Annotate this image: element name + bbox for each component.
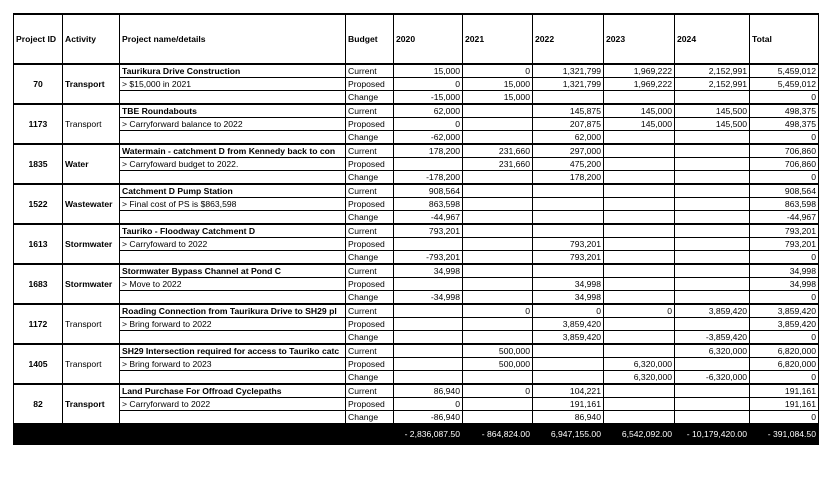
table-row: [14, 251, 819, 265]
table-row: [14, 344, 819, 358]
value-cell: [604, 344, 675, 358]
project-detail-cell: > $15,000 in 2021: [120, 78, 346, 91]
value-cell: [533, 358, 604, 371]
value-cell: [604, 198, 675, 211]
value-cell: [533, 211, 604, 225]
value-cell: [463, 211, 533, 225]
project-detail-cell: > Carryfoward budget to 2022.: [120, 158, 346, 171]
value-cell: 0: [750, 371, 819, 385]
value-cell: [675, 238, 750, 251]
value-cell: [675, 318, 750, 331]
value-cell: [533, 184, 604, 198]
value-cell: 1,321,799: [533, 64, 604, 78]
value-cell: [533, 371, 604, 385]
value-cell: 475,200: [533, 158, 604, 171]
value-cell: 1,969,222: [604, 64, 675, 78]
table-row: [14, 371, 819, 385]
value-cell: [604, 384, 675, 398]
value-cell: 191,161: [750, 398, 819, 411]
table-row: [14, 318, 819, 331]
table-row: [14, 78, 819, 91]
empty-cell: [120, 211, 346, 225]
budget-type-cell: Change: [346, 131, 394, 145]
empty-cell: [120, 131, 346, 145]
activity-cell: Transport: [63, 384, 120, 424]
table-row: [14, 278, 819, 291]
empty-cell: [120, 411, 346, 424]
value-cell: [463, 118, 533, 131]
project-detail-cell: > Carryforward balance to 2022: [120, 118, 346, 131]
value-cell: -178,200: [394, 171, 463, 185]
value-cell: [604, 158, 675, 171]
table-row: [14, 158, 819, 171]
value-cell: [463, 264, 533, 278]
value-cell: 34,998: [533, 278, 604, 291]
budget-type-cell: Change: [346, 211, 394, 225]
header-budget: Budget: [346, 14, 394, 64]
header-row: [14, 14, 819, 64]
table-row: [14, 331, 819, 345]
header-2023: 2023: [604, 14, 675, 64]
table-row: [14, 398, 819, 411]
value-cell: 0: [463, 64, 533, 78]
value-cell: [463, 278, 533, 291]
value-cell: 15,000: [463, 78, 533, 91]
table-row: [14, 304, 819, 318]
value-cell: 145,000: [604, 104, 675, 118]
value-cell: [394, 344, 463, 358]
value-cell: 3,859,420: [675, 304, 750, 318]
value-cell: 15,000: [394, 64, 463, 78]
value-cell: [604, 131, 675, 145]
value-cell: 1,321,799: [533, 78, 604, 91]
value-cell: 86,940: [533, 411, 604, 424]
budget-type-cell: Proposed: [346, 118, 394, 131]
total-value-cell: - 2,836,087.50: [394, 424, 463, 445]
budget-type-cell: Change: [346, 91, 394, 105]
budget-type-cell: Current: [346, 384, 394, 398]
value-cell: 0: [463, 384, 533, 398]
header-2020: 2020: [394, 14, 463, 64]
project-name-cell: Catchment D Pump Station: [120, 184, 346, 198]
empty-cell: [120, 91, 346, 105]
value-cell: 34,998: [750, 278, 819, 291]
value-cell: [675, 224, 750, 238]
value-cell: 0: [394, 398, 463, 411]
value-cell: 145,500: [675, 118, 750, 131]
budget-type-cell: Proposed: [346, 238, 394, 251]
total-value-cell: 6,947,155.00: [533, 424, 604, 445]
value-cell: 62,000: [533, 131, 604, 145]
activity-cell: Transport: [63, 104, 120, 144]
value-cell: 34,998: [533, 291, 604, 305]
value-cell: 0: [750, 331, 819, 345]
value-cell: [675, 278, 750, 291]
value-cell: [604, 171, 675, 185]
budget-type-cell: Proposed: [346, 158, 394, 171]
value-cell: 207,875: [533, 118, 604, 131]
project-name-cell: Roading Connection from Taurikura Drive to SH29 pl: [120, 304, 346, 318]
table-row: [14, 211, 819, 225]
header-total: Total: [750, 14, 819, 64]
project-name-cell: Land Purchase For Offroad Cyclepaths: [120, 384, 346, 398]
value-cell: [394, 278, 463, 291]
value-cell: 145,500: [675, 104, 750, 118]
value-cell: 498,375: [750, 104, 819, 118]
budget-type-cell: Current: [346, 304, 394, 318]
value-cell: 297,000: [533, 144, 604, 158]
value-cell: 793,201: [750, 238, 819, 251]
value-cell: 104,221: [533, 384, 604, 398]
value-cell: 62,000: [394, 104, 463, 118]
empty-cell: [120, 371, 346, 385]
budget-type-cell: Change: [346, 291, 394, 305]
value-cell: 6,320,000: [604, 358, 675, 371]
empty-cell: [120, 291, 346, 305]
value-cell: 191,161: [533, 398, 604, 411]
value-cell: [394, 331, 463, 345]
value-cell: 1,969,222: [604, 78, 675, 91]
project-id-cell: 70: [14, 64, 63, 104]
value-cell: [604, 411, 675, 424]
budget-type-cell: Current: [346, 144, 394, 158]
header-2022: 2022: [533, 14, 604, 64]
value-cell: 2,152,991: [675, 78, 750, 91]
value-cell: 6,320,000: [604, 371, 675, 385]
value-cell: [604, 184, 675, 198]
value-cell: 145,000: [604, 118, 675, 131]
value-cell: [604, 251, 675, 265]
value-cell: [463, 318, 533, 331]
value-cell: [394, 318, 463, 331]
value-cell: [675, 171, 750, 185]
value-cell: 178,200: [533, 171, 604, 185]
value-cell: 793,201: [394, 224, 463, 238]
budget-type-cell: Change: [346, 411, 394, 424]
value-cell: [463, 131, 533, 145]
budget-type-cell: Change: [346, 251, 394, 265]
value-cell: [675, 158, 750, 171]
value-cell: [394, 371, 463, 385]
project-detail-cell: > Final cost of PS is $863,598: [120, 198, 346, 211]
activity-cell: Transport: [63, 344, 120, 384]
value-cell: 0: [750, 251, 819, 265]
value-cell: 0: [463, 304, 533, 318]
value-cell: [394, 238, 463, 251]
project-name-cell: TBE Roundabouts: [120, 104, 346, 118]
table-row: [14, 291, 819, 305]
value-cell: 231,660: [463, 144, 533, 158]
activity-cell: Transport: [63, 64, 120, 104]
project-name-cell: Stormwater Bypass Channel at Pond C: [120, 264, 346, 278]
value-cell: [675, 91, 750, 105]
header-project-id: Project ID: [14, 14, 63, 64]
value-cell: 15,000: [463, 91, 533, 105]
budget-type-cell: Current: [346, 64, 394, 78]
total-value-cell: 6,542,092.00: [604, 424, 675, 445]
value-cell: 793,201: [750, 224, 819, 238]
project-id-cell: 1172: [14, 304, 63, 344]
project-detail-cell: > Bring forward to 2022: [120, 318, 346, 331]
value-cell: 231,660: [463, 158, 533, 171]
value-cell: [463, 184, 533, 198]
value-cell: -15,000: [394, 91, 463, 105]
header-2024: 2024: [675, 14, 750, 64]
value-cell: [533, 344, 604, 358]
budget-type-cell: Proposed: [346, 358, 394, 371]
value-cell: [533, 264, 604, 278]
value-cell: 498,375: [750, 118, 819, 131]
table-row: [14, 144, 819, 158]
value-cell: [675, 398, 750, 411]
budget-type-cell: Current: [346, 344, 394, 358]
project-id-cell: 1683: [14, 264, 63, 304]
table-row: [14, 384, 819, 398]
value-cell: -34,998: [394, 291, 463, 305]
value-cell: 6,320,000: [675, 344, 750, 358]
budget-type-cell: Proposed: [346, 318, 394, 331]
value-cell: 0: [604, 304, 675, 318]
table-body: [14, 64, 819, 445]
value-cell: 34,998: [394, 264, 463, 278]
value-cell: [604, 144, 675, 158]
value-cell: [675, 198, 750, 211]
value-cell: [463, 198, 533, 211]
value-cell: 0: [750, 91, 819, 105]
table-row: [14, 131, 819, 145]
value-cell: [463, 238, 533, 251]
empty-cell: [120, 331, 346, 345]
project-id-cell: 1405: [14, 344, 63, 384]
total-value-cell: - 391,084.50: [750, 424, 819, 445]
table-row: [14, 104, 819, 118]
value-cell: 0: [394, 118, 463, 131]
value-cell: [463, 104, 533, 118]
totals-row: [14, 424, 819, 445]
value-cell: [604, 331, 675, 345]
value-cell: 5,459,012: [750, 78, 819, 91]
budget-table-wrapper: [13, 13, 819, 445]
value-cell: [533, 91, 604, 105]
value-cell: [604, 91, 675, 105]
table-row: [14, 91, 819, 105]
value-cell: [675, 211, 750, 225]
table-row: [14, 264, 819, 278]
activity-cell: Wastewater: [63, 184, 120, 224]
value-cell: [604, 398, 675, 411]
budget-type-cell: Change: [346, 171, 394, 185]
value-cell: [463, 411, 533, 424]
project-name-cell: SH29 Intersection required for access to Tauriko catc: [120, 344, 346, 358]
value-cell: 6,820,000: [750, 344, 819, 358]
value-cell: 793,201: [533, 251, 604, 265]
value-cell: [675, 131, 750, 145]
value-cell: 5,459,012: [750, 64, 819, 78]
table-row: [14, 184, 819, 198]
total-value-cell: - 10,179,420.00: [675, 424, 750, 445]
value-cell: 500,000: [463, 358, 533, 371]
value-cell: [463, 291, 533, 305]
value-cell: 191,161: [750, 384, 819, 398]
table-row: [14, 198, 819, 211]
header-2021: 2021: [463, 14, 533, 64]
value-cell: 0: [750, 131, 819, 145]
value-cell: 0: [750, 171, 819, 185]
value-cell: [675, 184, 750, 198]
value-cell: [675, 291, 750, 305]
activity-cell: Stormwater: [63, 224, 120, 264]
value-cell: -3,859,420: [675, 331, 750, 345]
value-cell: [675, 411, 750, 424]
project-detail-cell: > Carryfoward to 2022: [120, 238, 346, 251]
table-row: [14, 171, 819, 185]
budget-type-cell: Proposed: [346, 198, 394, 211]
value-cell: 86,940: [394, 384, 463, 398]
value-cell: 3,859,420: [533, 331, 604, 345]
table-row: [14, 238, 819, 251]
value-cell: [394, 358, 463, 371]
value-cell: [463, 224, 533, 238]
budget-type-cell: Proposed: [346, 78, 394, 91]
value-cell: [604, 211, 675, 225]
value-cell: 145,875: [533, 104, 604, 118]
project-name-cell: Tauriko - Floodway Catchment D: [120, 224, 346, 238]
project-name-cell: Watermain - catchment D from Kennedy back to con: [120, 144, 346, 158]
project-id-cell: 82: [14, 384, 63, 424]
value-cell: [675, 384, 750, 398]
value-cell: 3,859,420: [533, 318, 604, 331]
value-cell: 2,152,991: [675, 64, 750, 78]
total-value-cell: - 864,824.00: [463, 424, 533, 445]
table-row: [14, 411, 819, 424]
table-row: [14, 118, 819, 131]
table-row: [14, 224, 819, 238]
value-cell: [604, 291, 675, 305]
value-cell: 0: [750, 291, 819, 305]
value-cell: [604, 264, 675, 278]
activity-cell: Water: [63, 144, 120, 184]
budget-type-cell: Change: [346, 331, 394, 345]
budget-type-cell: Current: [346, 264, 394, 278]
header-activity: Activity: [63, 14, 120, 64]
project-id-cell: 1522: [14, 184, 63, 224]
value-cell: 34,998: [750, 264, 819, 278]
value-cell: [675, 358, 750, 371]
project-id-cell: 1173: [14, 104, 63, 144]
value-cell: [675, 144, 750, 158]
project-name-cell: Taurikura Drive Construction: [120, 64, 346, 78]
value-cell: 0: [750, 411, 819, 424]
value-cell: 908,564: [394, 184, 463, 198]
value-cell: -6,320,000: [675, 371, 750, 385]
value-cell: 863,598: [394, 198, 463, 211]
value-cell: -44,967: [394, 211, 463, 225]
value-cell: [533, 224, 604, 238]
value-cell: [604, 238, 675, 251]
value-cell: -793,201: [394, 251, 463, 265]
value-cell: 0: [394, 78, 463, 91]
value-cell: [463, 171, 533, 185]
budget-type-cell: Current: [346, 104, 394, 118]
value-cell: 908,564: [750, 184, 819, 198]
header-project-name: Project name/details: [120, 14, 346, 64]
activity-cell: Stormwater: [63, 264, 120, 304]
value-cell: 3,859,420: [750, 304, 819, 318]
budget-type-cell: Current: [346, 184, 394, 198]
budget-type-cell: Change: [346, 371, 394, 385]
value-cell: 793,201: [533, 238, 604, 251]
value-cell: -44,967: [750, 211, 819, 225]
project-detail-cell: > Move to 2022: [120, 278, 346, 291]
value-cell: [604, 224, 675, 238]
totals-blank-cell: [14, 424, 394, 445]
value-cell: [463, 251, 533, 265]
value-cell: [604, 318, 675, 331]
empty-cell: [120, 251, 346, 265]
budget-table: [13, 13, 819, 445]
project-id-cell: 1835: [14, 144, 63, 184]
value-cell: 3,859,420: [750, 318, 819, 331]
project-detail-cell: > Bring forward to 2023: [120, 358, 346, 371]
budget-type-cell: Current: [346, 224, 394, 238]
project-id-cell: 1613: [14, 224, 63, 264]
value-cell: [533, 198, 604, 211]
value-cell: [394, 158, 463, 171]
project-detail-cell: > Carryforward to 2022: [120, 398, 346, 411]
budget-type-cell: Proposed: [346, 398, 394, 411]
value-cell: 0: [533, 304, 604, 318]
value-cell: -86,940: [394, 411, 463, 424]
value-cell: [604, 278, 675, 291]
value-cell: -62,000: [394, 131, 463, 145]
value-cell: [394, 304, 463, 318]
value-cell: 706,860: [750, 144, 819, 158]
value-cell: 706,860: [750, 158, 819, 171]
activity-cell: Transport: [63, 304, 120, 344]
value-cell: [463, 371, 533, 385]
value-cell: [675, 251, 750, 265]
value-cell: [463, 331, 533, 345]
empty-cell: [120, 171, 346, 185]
value-cell: 863,598: [750, 198, 819, 211]
value-cell: 500,000: [463, 344, 533, 358]
table-row: [14, 64, 819, 78]
value-cell: 6,820,000: [750, 358, 819, 371]
value-cell: 178,200: [394, 144, 463, 158]
value-cell: [675, 264, 750, 278]
budget-type-cell: Proposed: [346, 278, 394, 291]
value-cell: [463, 398, 533, 411]
table-row: [14, 358, 819, 371]
